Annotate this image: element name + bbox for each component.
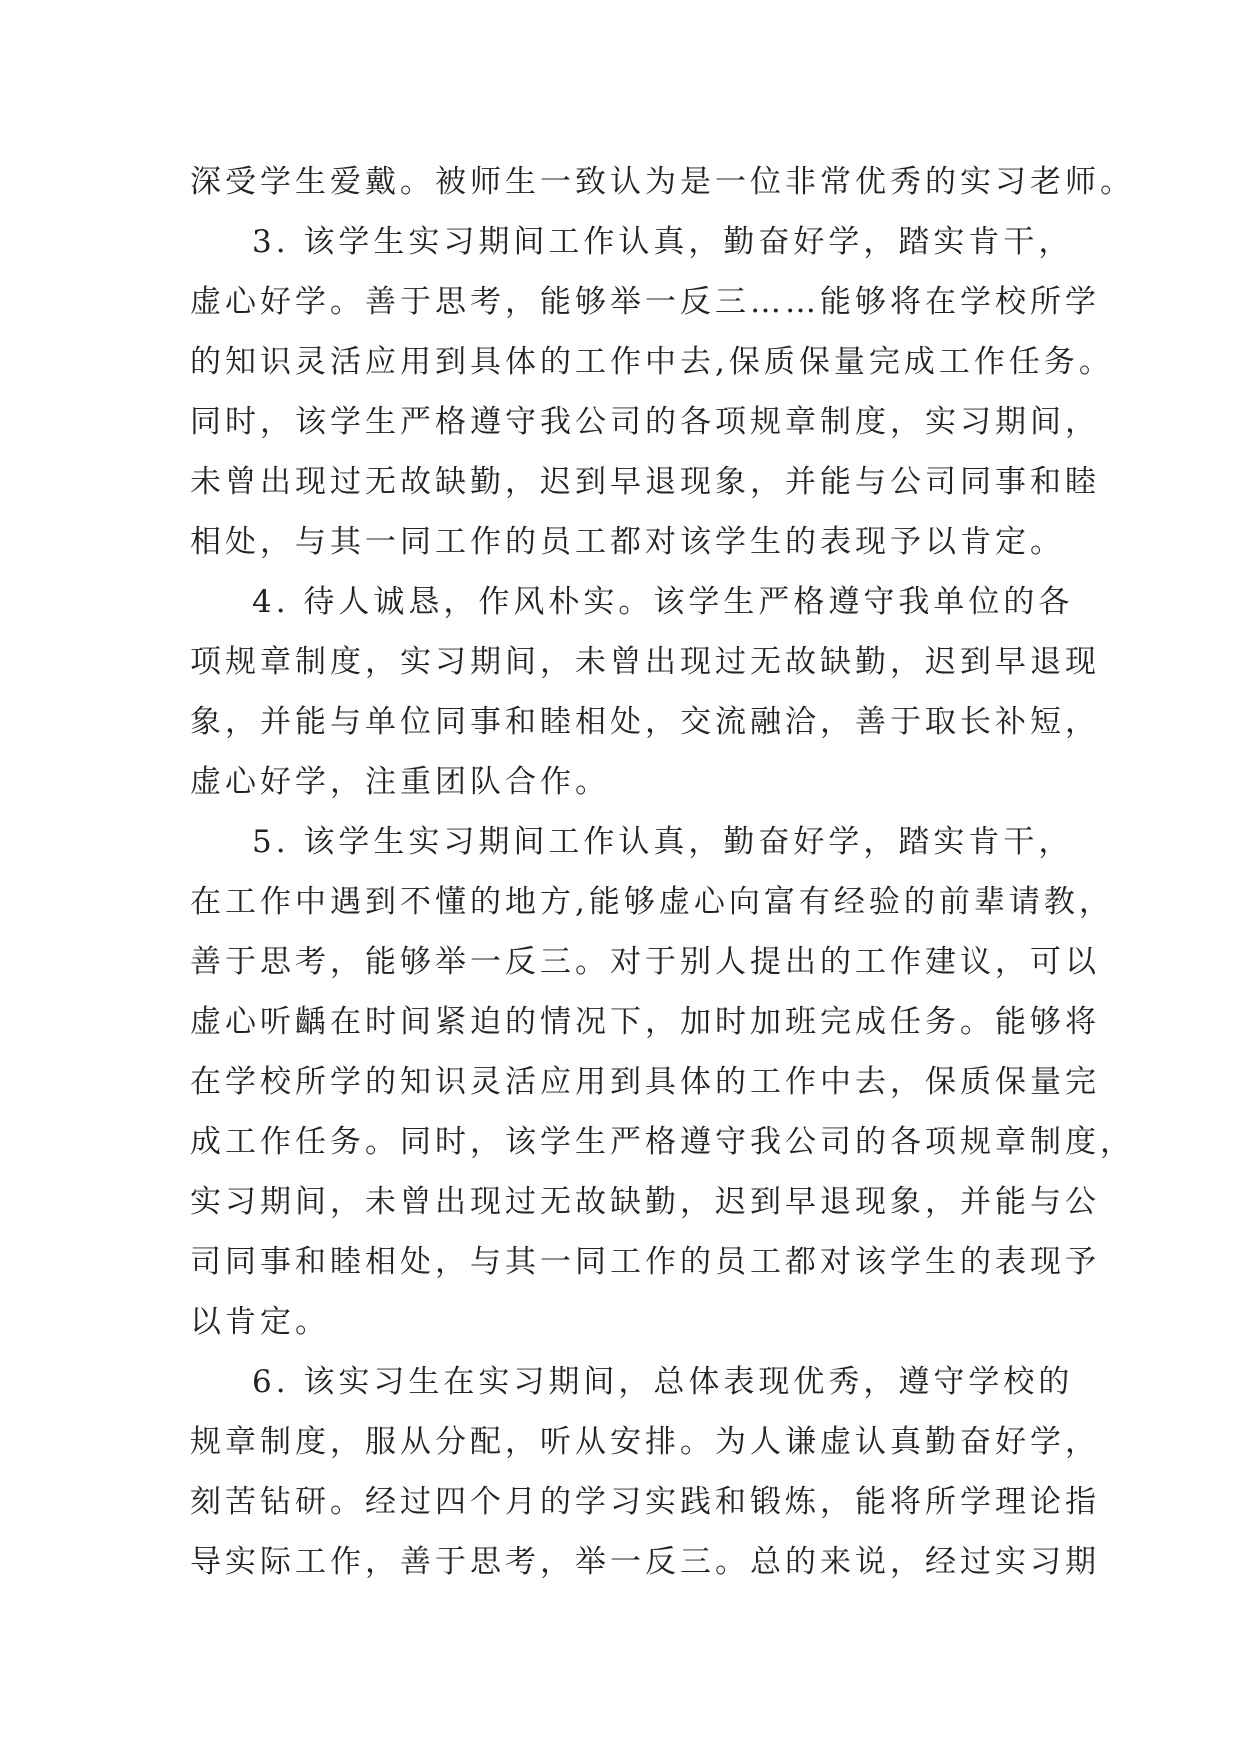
text-line: 成工作任务。同时，该学生严格遵守我公司的各项规章制度，	[190, 1124, 1135, 1160]
text-line: 同时，该学生严格遵守我公司的各项规章制度，实习期间，	[190, 404, 1100, 440]
text-line: 虚心好学。善于思考，能够举一反三……能够将在学校所学	[190, 284, 1100, 320]
text-line: 深受学生爱戴。被师生一致认为是一位非常优秀的实习老师。	[190, 164, 1135, 200]
paragraph-3-start: 3. 该学生实习期间工作认真，勤奋好学，踏实肯干，	[252, 224, 1074, 260]
text-line: 在学校所学的知识灵活应用到具体的工作中去，保质保量完	[190, 1064, 1100, 1100]
paragraph-5-start: 5. 该学生实习期间工作认真，勤奋好学，踏实肯干，	[252, 824, 1074, 860]
paragraph-6-start: 6. 该实习生在实习期间，总体表现优秀，遵守学校的	[252, 1364, 1074, 1400]
paragraph-4-start: 4. 待人诚恳，作风朴实。该学生严格遵守我单位的各	[252, 584, 1074, 620]
text-line: 项规章制度，实习期间，未曾出现过无故缺勤，迟到早退现	[190, 644, 1100, 680]
text-line: 实习期间，未曾出现过无故缺勤，迟到早退现象，并能与公	[190, 1184, 1100, 1220]
text-line: 未曾出现过无故缺勤，迟到早退现象，并能与公司同事和睦	[190, 464, 1100, 500]
text-line: 象，并能与单位同事和睦相处，交流融洽，善于取长补短，	[190, 704, 1100, 740]
text-line: 在工作中遇到不懂的地方,能够虚心向富有经验的前辈请教，	[190, 884, 1114, 920]
text-line: 司同事和睦相处，与其一同工作的员工都对该学生的表现予	[190, 1244, 1100, 1280]
text-line: 善于思考，能够举一反三。对于别人提出的工作建议，可以	[190, 944, 1100, 980]
text-line: 刻苦钻研。经过四个月的学习实践和锻炼，能将所学理论指	[190, 1484, 1100, 1520]
text-line: 以肯定。	[190, 1304, 330, 1340]
text-line: 相处，与其一同工作的员工都对该学生的表现予以肯定。	[190, 524, 1065, 560]
body-text	[190, 152, 1135, 1592]
text-line: 虚心好学，注重团队合作。	[190, 764, 610, 800]
text-line: 导实际工作，善于思考，举一反三。总的来说，经过实习期	[190, 1544, 1100, 1580]
text-line: 规章制度，服从分配，听从安排。为人谦虚认真勤奋好学，	[190, 1424, 1100, 1460]
text-line: 的知识灵活应用到具体的工作中去,保质保量完成工作任务。	[190, 344, 1114, 380]
text-line: 虚心听齲在时间紧迫的情况下，加时加班完成任务。能够将	[190, 1004, 1100, 1040]
